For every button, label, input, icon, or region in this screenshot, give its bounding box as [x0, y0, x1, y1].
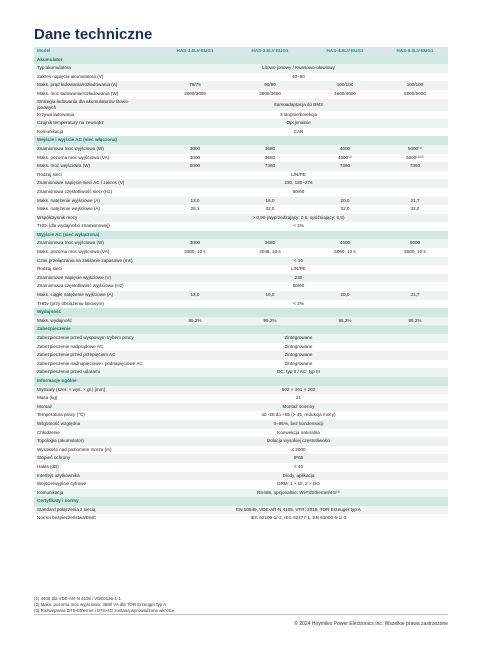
- row-label: Zabezpieczenie nadnapięciowe i podnapięciowe AC: [37, 360, 143, 366]
- row-value: 4048, 10 s: [259, 249, 281, 255]
- table-row: [34, 489, 448, 498]
- row-label: Wymiary (szer. × wys. × gł.) [mm]: [37, 386, 105, 392]
- row-value: 100/100: [406, 82, 424, 88]
- header-label: Model: [37, 48, 51, 53]
- table-row: [34, 429, 448, 438]
- row-label: Komunikacja: [37, 489, 64, 495]
- divider: [34, 614, 448, 615]
- row-value: 26,1: [190, 206, 200, 212]
- row-value: 7360: [339, 163, 351, 169]
- footnote-2: (2) Maks. pozorna moc wyjściowa: 3680 VA dla TOR Erzeuger typ A: [34, 602, 167, 607]
- table-row: [34, 119, 448, 128]
- row-value: 7360: [264, 163, 276, 169]
- row-label: Montaż: [37, 403, 53, 409]
- row-label: Masa (kg): [37, 395, 58, 401]
- table-row: [34, 239, 448, 248]
- table-row: [34, 506, 448, 515]
- table-row: [34, 145, 448, 154]
- row-value: Opcjonalnie: [286, 120, 311, 126]
- row-label: Stopień ochrony: [37, 455, 71, 461]
- row-value: 4600: [339, 145, 351, 151]
- row-value: 20,0: [340, 197, 350, 203]
- row-value: 3000: [189, 154, 201, 160]
- row-label: Zabezpieczenie nadprądowe AC: [37, 343, 104, 349]
- section-title: Certyfikaty i normy: [37, 498, 79, 504]
- header-col-2: HAS-3.6LV-EUG1: [251, 48, 289, 53]
- row-label: Chłodzenie: [37, 429, 60, 435]
- row-value: 6000: [189, 163, 201, 169]
- table-row: [34, 454, 448, 463]
- row-value: 3 stopnie/korekcja: [279, 111, 318, 117]
- section-title: Wydajność: [37, 309, 62, 315]
- row-label: Znamionowe napięcie sieci AC / zakres (V): [37, 180, 125, 186]
- table-row: [34, 368, 448, 377]
- row-label: Znamionowa częstotliwość wyjściowa (Hz): [37, 283, 124, 289]
- row-value: Diody, aplikacja: [282, 472, 315, 478]
- row-value: 5060, 10 s: [334, 249, 356, 255]
- row-value: 16,0: [265, 197, 275, 203]
- table-row: [34, 188, 448, 197]
- row-value: Zintegrowane: [284, 360, 313, 366]
- row-label: Standard połączenia z siecią: [37, 506, 96, 512]
- row-label: Zakres napięcia akumulatora (V): [37, 73, 104, 79]
- row-label: Wejście/wyjście cyfrowe: [37, 481, 87, 487]
- row-value: Litowo-jonowy / Kwasowo-ołowiowy: [262, 65, 335, 71]
- row-label: Temperatura pracy (°C): [37, 412, 85, 418]
- footnote-3: (3) Rozwiązania DTS-Ethernet i DTS-4G zostaną wprowadzone wkrótce: [34, 608, 175, 613]
- table-row: [34, 463, 448, 472]
- table-row: [34, 64, 448, 73]
- row-value: L/N/PE: [291, 266, 306, 272]
- row-label: Wysokość nad poziomem morza (m): [37, 446, 112, 452]
- table-row: [34, 514, 448, 523]
- row-value: 3680: [264, 240, 276, 246]
- section-header: [34, 231, 448, 240]
- row-value: < 3%: [293, 223, 304, 229]
- row-label: Hałas (dB): [37, 463, 59, 469]
- row-value: 100/100: [336, 82, 354, 88]
- row-value: < 3%: [293, 300, 304, 306]
- row-value: Izolacja wysokiej częstotliwości: [266, 438, 331, 444]
- row-value: 5000: [409, 240, 421, 246]
- row-value: DRM: 1 × DI, 2 × DO: [277, 481, 320, 487]
- section-header: [34, 308, 448, 317]
- row-value: > 0,99 (wyprzedzający: 0,8, opóźniający: 0,8): [252, 214, 345, 220]
- row-value: 75/75: [189, 82, 201, 88]
- row-value: 32,0: [340, 206, 350, 212]
- row-value: 13,0: [190, 197, 200, 203]
- row-value: 95,2%: [188, 317, 202, 323]
- section-header: [34, 136, 448, 145]
- footnote-1: (1) 4600 dla VDE-AR-N 4105 i VDE0126-1-1: [34, 596, 121, 601]
- table-row: [34, 179, 448, 188]
- table-row: [34, 90, 448, 99]
- row-value: od -25 do +65 (> 45, redukcja mocy): [261, 412, 336, 418]
- row-value: 5000⁽¹⁾: [407, 145, 422, 151]
- table-row: [34, 81, 448, 90]
- row-value: 3000: [189, 145, 201, 151]
- table-row: [34, 437, 448, 446]
- row-value: 32,0: [410, 206, 420, 212]
- row-value: 5500, 10 s: [404, 249, 426, 255]
- row-label: Czujnik temperatury na zewnątrz: [37, 120, 104, 126]
- row-label: Znamionowa moc wyjściowa (W): [37, 240, 104, 246]
- row-value: 13,0: [190, 292, 200, 298]
- row-value: < 40: [293, 463, 304, 469]
- spec-table: [34, 47, 448, 523]
- row-value: Samoadaptacja do BMS: [273, 101, 324, 107]
- row-label: Znamionowa częstotliwość sieci (Hz): [37, 188, 113, 194]
- table-row: [34, 317, 448, 326]
- row-value: ≤ 2000: [291, 446, 306, 452]
- row-value: L/N/PE: [291, 171, 306, 177]
- row-label: Maks. natężenie wejściowe (A): [37, 206, 101, 212]
- row-value: 20,0: [340, 292, 350, 298]
- row-label: Typ akumulatora: [37, 65, 71, 71]
- row-label: Maks. wydajność: [37, 317, 72, 323]
- header-col-1: HAS-3.0LV-EUG1: [176, 48, 214, 53]
- row-label: Zabezpieczenie przed przepięciem AC: [37, 352, 116, 358]
- table-row: [34, 300, 448, 309]
- row-value: IEC 62109-1/-2, IEC 62477-1, EN 61000-6-1/-3: [250, 515, 347, 521]
- table-row: [34, 73, 448, 82]
- section-title: Wejście i wyjście AC (sieć włączona): [37, 137, 117, 143]
- row-value: 7360: [409, 163, 421, 169]
- table-header: [34, 47, 448, 56]
- row-label: Maks. prąd ładowania/rozładowania (A): [37, 82, 118, 88]
- row-value: Zintegrowane: [284, 343, 313, 349]
- section-title: Akumulator: [37, 56, 63, 62]
- row-value: CAN: [293, 128, 304, 134]
- row-label: Zabezpieczenie przed wyspowym trybem pracy: [37, 335, 134, 340]
- row-value: 230: [294, 274, 303, 280]
- row-value: 21,7: [410, 292, 420, 298]
- row-value: < 10: [293, 257, 304, 263]
- row-label: Maks. pozorna moc wyjściowa (VA): [37, 154, 110, 160]
- table-row: [34, 214, 448, 223]
- row-label: Interfejs użytkownika: [37, 472, 80, 478]
- row-value: 90/90: [264, 82, 276, 88]
- row-value: 95,2%: [338, 317, 352, 323]
- table-row: [34, 480, 448, 489]
- table-row: [34, 99, 448, 111]
- row-value: 3600/3600: [259, 90, 281, 96]
- row-value: 21,7: [410, 197, 420, 203]
- table-row: [34, 420, 448, 429]
- row-value: 230, 180–276: [284, 180, 313, 186]
- row-value: Zintegrowane: [284, 335, 313, 340]
- table-row: [34, 111, 448, 120]
- row-value: 50/60: [292, 283, 305, 289]
- table-row: [34, 282, 448, 291]
- table-row: [34, 334, 448, 343]
- section-header: [34, 56, 448, 65]
- row-value: 3680: [264, 154, 276, 160]
- row-label: Rodzaj sieci: [37, 171, 62, 177]
- row-label: Krzywa ładowania: [37, 111, 75, 117]
- row-value: 40–60: [292, 73, 305, 79]
- row-label: Norma bezpieczeństwa/EMC: [37, 515, 97, 521]
- row-label: Rodzaj sieci: [37, 266, 62, 272]
- row-label: Współczynnik mocy: [37, 214, 78, 220]
- table-row: [34, 128, 448, 137]
- row-value: 50/60: [292, 188, 305, 194]
- section-header: [34, 497, 448, 506]
- section-title: Informacje ogólne: [37, 377, 77, 383]
- row-value: 0–95%, bez kondensacji: [273, 420, 324, 426]
- row-label: Maks. natężenie wyjściowe (A): [37, 197, 100, 203]
- row-label: Czas przełączania na zasilanie zapasowe (ms): [37, 257, 133, 263]
- row-label: Znamionowa moc wyjściowa (W): [37, 145, 104, 151]
- row-label: Maks. pozorna moc wyjściowa (VA): [37, 249, 110, 255]
- row-value: IP65: [293, 455, 304, 461]
- table-row: [34, 403, 448, 412]
- table-row: [34, 394, 448, 403]
- table-row: [34, 222, 448, 231]
- table-row: [34, 343, 448, 352]
- row-value: Konwekcja naturalna: [277, 429, 320, 435]
- table-row: [34, 411, 448, 420]
- row-value: 4600/4600: [334, 90, 356, 96]
- row-label: Topologia (akumulator): [37, 438, 84, 444]
- row-value: 3000: [189, 240, 201, 246]
- row-value: 21: [295, 395, 302, 401]
- table-row: [34, 291, 448, 300]
- page-title: Dane techniczne: [34, 26, 153, 43]
- table-row: [34, 351, 448, 360]
- table-row: [34, 162, 448, 171]
- table-row: [34, 257, 448, 266]
- copyright: © 2024 Hoymiles Power Electronics Inc. Wszelkie prawa zastrzeżone: [294, 621, 448, 627]
- row-label: Komunikacja: [37, 128, 64, 134]
- row-label: THDi (dla wydajności znamionowej): [37, 223, 110, 229]
- row-value: 95,2%: [263, 317, 277, 323]
- header-col-4: HAS-5.0LV-EUG1: [396, 48, 434, 53]
- section-title: Wyjście AC (sieć wyłączona): [37, 231, 100, 237]
- table-row: [34, 386, 448, 395]
- table-row: [34, 248, 448, 257]
- row-value: 16,0: [265, 292, 275, 298]
- row-value: DC: typ II / AC: typ III: [277, 369, 320, 375]
- section-title: Zabezpieczenie: [37, 326, 71, 332]
- section-header: [34, 377, 448, 386]
- table-row: [34, 360, 448, 369]
- row-value: 502 × 461 × 202: [281, 386, 316, 392]
- row-label: Maks. ciągłe natężenie wyjściowe (A): [37, 292, 114, 298]
- row-value: 4600: [339, 240, 351, 246]
- table-row: [34, 265, 448, 274]
- row-value: 32,0: [265, 206, 275, 212]
- row-label: Strategia ładowania dla akumulatorów litowo-jonowych: [37, 99, 130, 110]
- row-value: 95,2%: [408, 317, 422, 323]
- row-value: RS485, opcjonalnie: Wi-Fi/Ethernet/4G⁽³⁾: [257, 489, 340, 495]
- row-label: Maks. moc wejściowa (W): [37, 163, 91, 169]
- section-header: [34, 325, 448, 334]
- row-label: Zabezpieczenie przed udarami: [37, 369, 100, 375]
- row-value: 3300, 10 s: [184, 249, 206, 255]
- table-row: [34, 472, 448, 481]
- row-value: 3000/3000: [184, 90, 206, 96]
- row-value: 5000⁽¹⁾⁽²⁾: [406, 154, 424, 160]
- table-row: [34, 205, 448, 214]
- row-label: Znamionowe napięcie wyjściowe (V): [37, 274, 112, 280]
- row-value: Zintegrowane: [284, 352, 313, 358]
- row-value: EN 50549, VDE-AR-N 4105, VFR: 2019, TOR Erzeuger typ A: [236, 506, 361, 512]
- row-label: Wilgotność względna: [37, 420, 81, 426]
- table-row: [34, 171, 448, 180]
- table-row: [34, 154, 448, 163]
- row-value: 4600⁽²⁾: [337, 154, 352, 160]
- table-row: [34, 446, 448, 455]
- row-label: Maks. moc ładowania/rozładowania (W): [37, 90, 119, 96]
- header-col-3: HAS-4.6LV-EUG1: [326, 48, 364, 53]
- table-row: [34, 197, 448, 206]
- row-value: 5000/5000: [404, 90, 426, 96]
- row-value: 3680: [264, 145, 276, 151]
- table-row: [34, 274, 448, 283]
- row-value: Montaż ścienny: [282, 403, 315, 409]
- row-label: THDv (przy obciążeniu liniowym): [37, 300, 104, 306]
